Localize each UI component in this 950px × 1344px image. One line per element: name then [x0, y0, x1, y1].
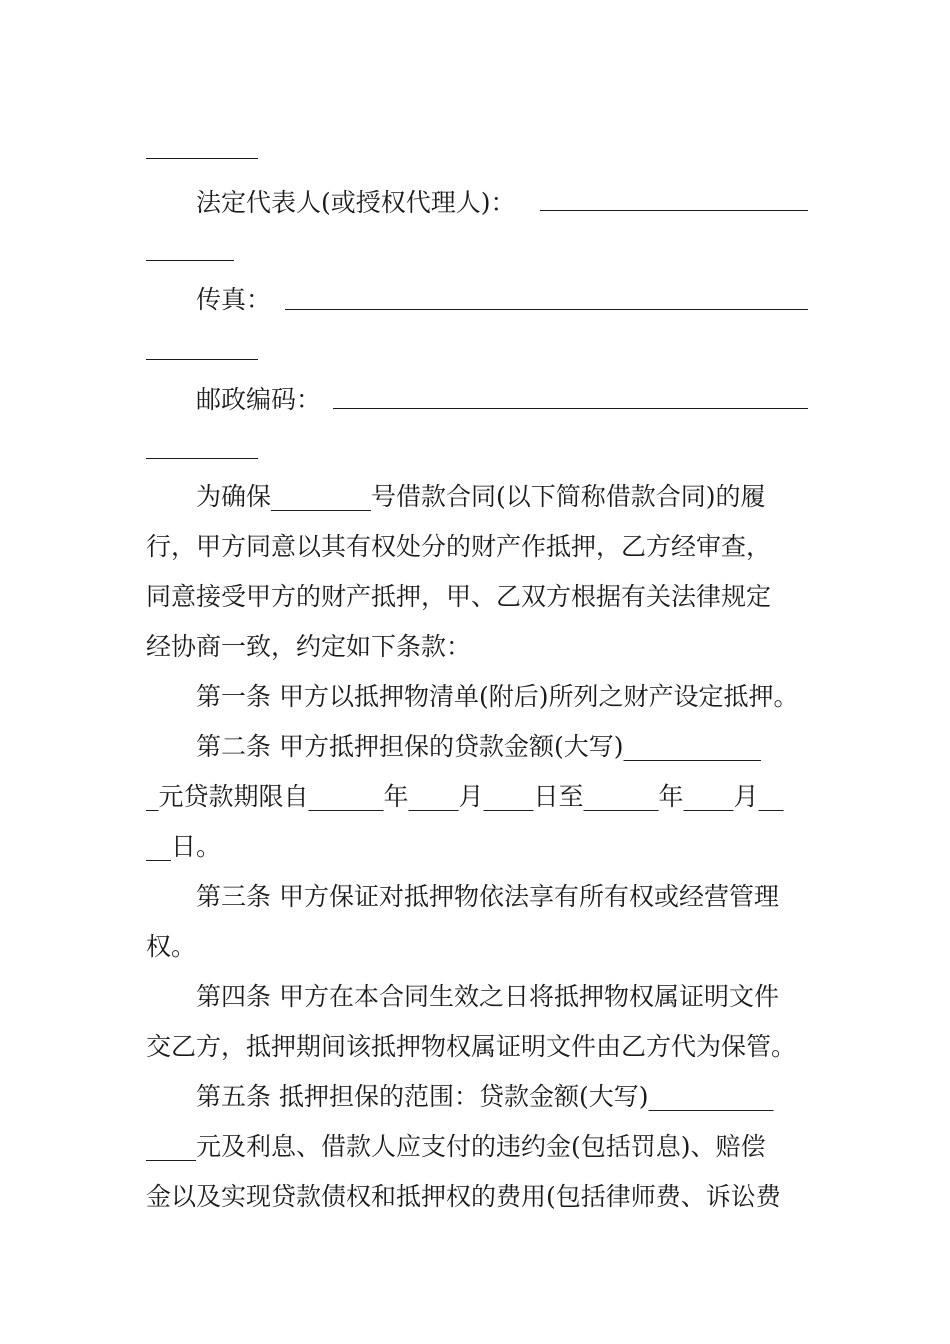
article-1: 第一条 甲方以抵押物清单(附后)所列之财产设定抵押。	[196, 682, 799, 711]
article-3-cont: 权。	[146, 932, 197, 961]
blank-line	[146, 260, 234, 261]
legal-representative-blank	[540, 210, 808, 211]
article-2-cont: __日。	[146, 832, 222, 861]
legal-representative-label: 法定代表人(或授权代理人)：	[196, 188, 516, 217]
postal-code-label: 邮政编码：	[196, 385, 322, 414]
article-5-cont: ____元及利息、借款人应支付的违约金(包括罚息)、赔偿	[146, 1132, 766, 1161]
fax-blank	[285, 309, 808, 310]
paragraph-line: 行，甲方同意以其有权处分的财产作抵押，乙方经审查，	[146, 532, 772, 561]
paragraph-line: 经协商一致，约定如下条款：	[146, 632, 472, 661]
fax-label: 传真：	[196, 285, 272, 314]
article-2-cont: _元贷款期限自______年____月____日至______年____月__	[146, 782, 784, 811]
blank-line	[146, 359, 258, 360]
article-4: 第四条 甲方在本合同生效之日将抵押物权属证明文件	[196, 982, 779, 1011]
blank-line	[146, 158, 258, 159]
postal-code-blank	[333, 408, 808, 409]
article-3: 第三条 甲方保证对抵押物依法享有所有权或经营管理	[196, 882, 779, 911]
article-5-cont: 金以及实现贷款债权和抵押权的费用(包括律师费、诉讼费	[146, 1182, 781, 1211]
article-2: 第二条 甲方抵押担保的贷款金额(大写)___________	[196, 732, 761, 761]
article-4-cont: 交乙方，抵押期间该抵押物权属证明文件由乙方代为保管。	[146, 1032, 797, 1061]
article-5: 第五条 抵押担保的范围：贷款金额(大写)__________	[196, 1082, 774, 1111]
paragraph-line: 同意接受甲方的财产抵押，甲、乙双方根据有关法律规定	[146, 582, 772, 611]
blank-line	[146, 458, 258, 459]
paragraph-line: 为确保________号借款合同(以下简称借款合同)的履	[196, 482, 766, 511]
